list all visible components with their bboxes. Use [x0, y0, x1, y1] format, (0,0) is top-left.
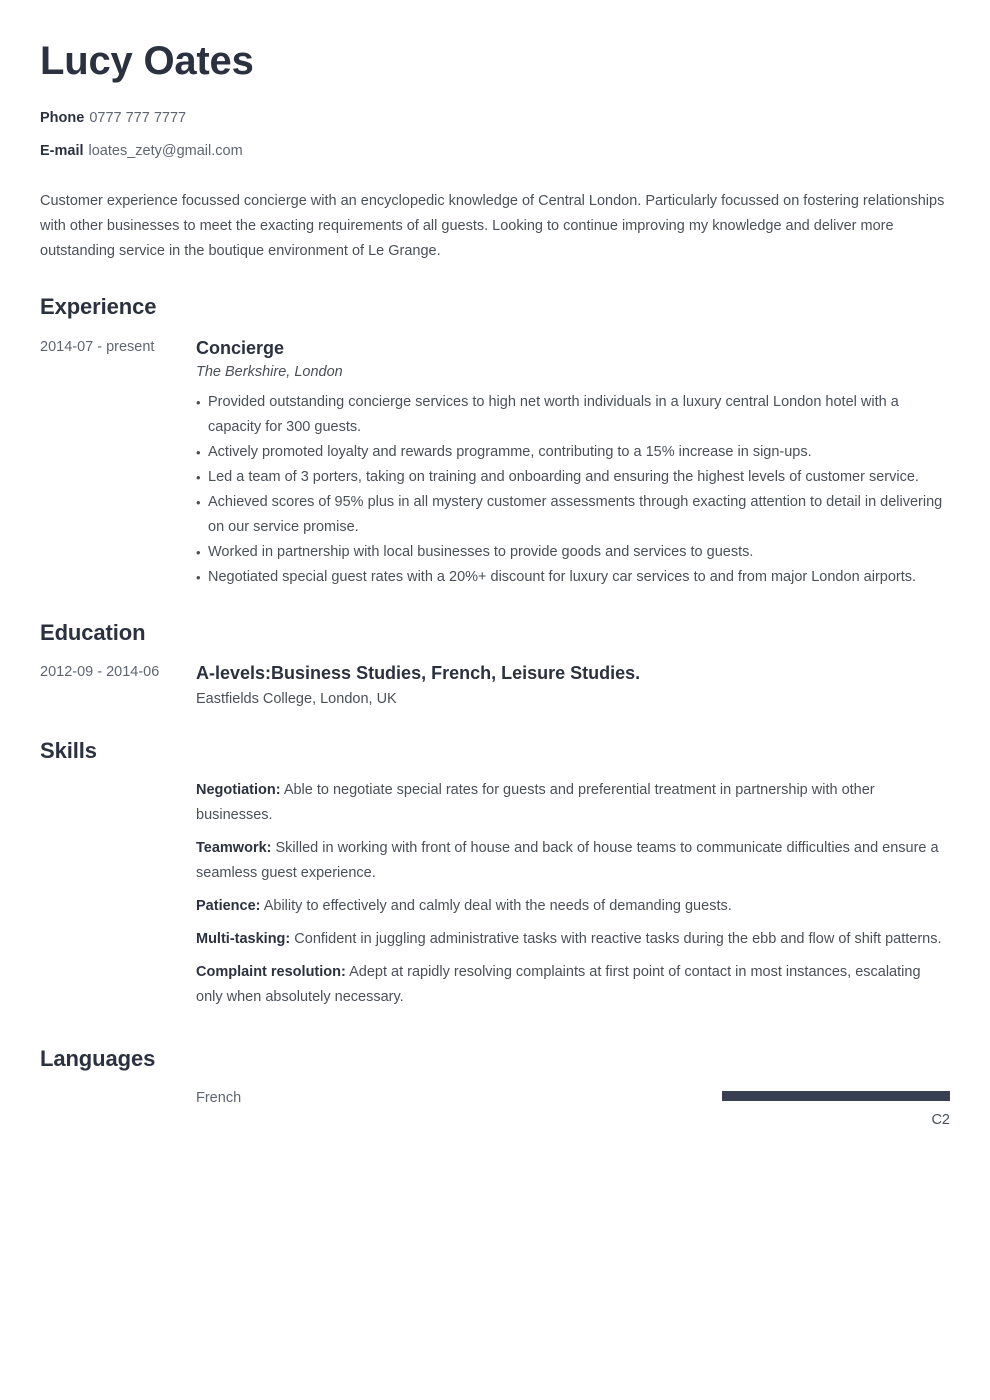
skill-description: Adept at rapidly resolving complaints at first point of contact in most instances, escalating only when absolutely necessary.	[196, 964, 921, 1005]
language-bar-fill	[722, 1091, 950, 1101]
contact-value-email[interactable]: loates_zety@gmail.com	[88, 143, 243, 159]
section-heading-education: Education	[40, 620, 146, 645]
skill-gutter	[40, 960, 196, 1018]
skill-name: Patience:	[196, 898, 261, 914]
education-entry	[40, 662, 950, 710]
contact-value-phone: 0777 777 7777	[89, 110, 187, 126]
education-details	[196, 662, 950, 710]
list-item: • Actively promoted loyalty and rewards programme, contributing to a 15% increase in sign-ups.	[196, 440, 950, 465]
skills-list	[40, 778, 950, 1018]
skill-description: Confident in juggling administrative tasks with reactive tasks during the ebb and flow of shift patterns.	[294, 931, 942, 947]
skill-item-multi-tasking	[40, 927, 950, 960]
school-name: Eastfields College, London, UK	[196, 691, 397, 707]
skill-name: Teamwork:	[196, 840, 272, 856]
professional-summary: Customer experience focussed concierge with an encyclopedic knowledge of Central London. Particularly focussed on fostering relationships with other businesses to meet the exacting requirements of all guests. Looking to continue improving my knowledge and deliver more outstanding service in the boutique environment of Le Grange.	[40, 193, 945, 259]
list-item: • Led a team of 3 porters, taking on training and onboarding and ensuring the highest levels of customer service.	[196, 465, 950, 490]
skill-gutter	[40, 836, 196, 894]
contact-label-email: E-mail	[40, 143, 84, 159]
skill-description: Ability to effectively and calmly deal with the needs of demanding guests.	[263, 898, 732, 914]
skill-body	[196, 894, 950, 919]
education-dates: 2012-09 - 2014-06	[40, 664, 160, 680]
page-title: Lucy Oates	[40, 39, 254, 83]
contact-label-phone: Phone	[40, 110, 85, 126]
language-bar-track	[722, 1091, 950, 1101]
skill-body	[196, 960, 950, 1010]
skill-body	[196, 836, 950, 886]
skill-item-patience	[40, 894, 950, 927]
skill-body	[196, 778, 950, 828]
skill-description: Skilled in working with front of house and back of house teams to communicate difficulties and ensure a seamless guest experience.	[196, 840, 939, 881]
list-item: • Worked in partnership with local businesses to provide goods and services to guests.	[196, 540, 950, 565]
section-heading-languages: Languages	[40, 1046, 156, 1071]
contact-row-phone	[40, 110, 950, 126]
job-company: The Berkshire, London	[196, 364, 343, 380]
skill-name: Complaint resolution:	[196, 964, 346, 980]
skill-gutter	[40, 927, 196, 960]
language-level-label: C2	[931, 1112, 950, 1128]
skill-name: Multi-tasking:	[196, 931, 291, 947]
experience-entry	[40, 337, 950, 590]
skill-gutter	[40, 894, 196, 927]
list-item: • Negotiated special guest rates with a 20%+ discount for luxury car services to and from major London airports.	[196, 565, 950, 590]
skill-body	[196, 927, 950, 952]
contact-row-email	[40, 143, 950, 159]
skill-item-negotiation	[40, 778, 950, 836]
experience-details	[196, 337, 950, 590]
list-item: • Provided outstanding concierge services to high net worth individuals in a luxury central London hotel with a capacity for 300 guests.	[196, 390, 950, 440]
language-proficiency-gauge	[722, 1091, 950, 1129]
section-heading-skills: Skills	[40, 738, 97, 763]
language-name: French	[196, 1090, 242, 1106]
languages-list	[40, 1088, 950, 1128]
language-item-french	[40, 1088, 950, 1128]
skill-item-teamwork	[40, 836, 950, 894]
list-item: • Achieved scores of 95% plus in all mystery customer assessments through exacting attention to detail in delivering on our service promise.	[196, 490, 950, 540]
skill-description: Able to negotiate special rates for guests and preferential treatment in partnership with other businesses.	[196, 782, 875, 823]
experience-dates: 2014-07 - present	[40, 339, 155, 355]
skill-item-complaint-resolution	[40, 960, 950, 1018]
section-heading-experience: Experience	[40, 294, 157, 319]
job-title: Concierge	[196, 338, 285, 358]
degree-title: A-levels:Business Studies, French, Leisure Studies.	[196, 663, 641, 683]
contact-list	[40, 110, 950, 159]
experience-bullet-list	[196, 390, 950, 590]
skill-name: Negotiation:	[196, 782, 281, 798]
language-body	[196, 1088, 950, 1128]
skill-gutter	[40, 778, 196, 836]
